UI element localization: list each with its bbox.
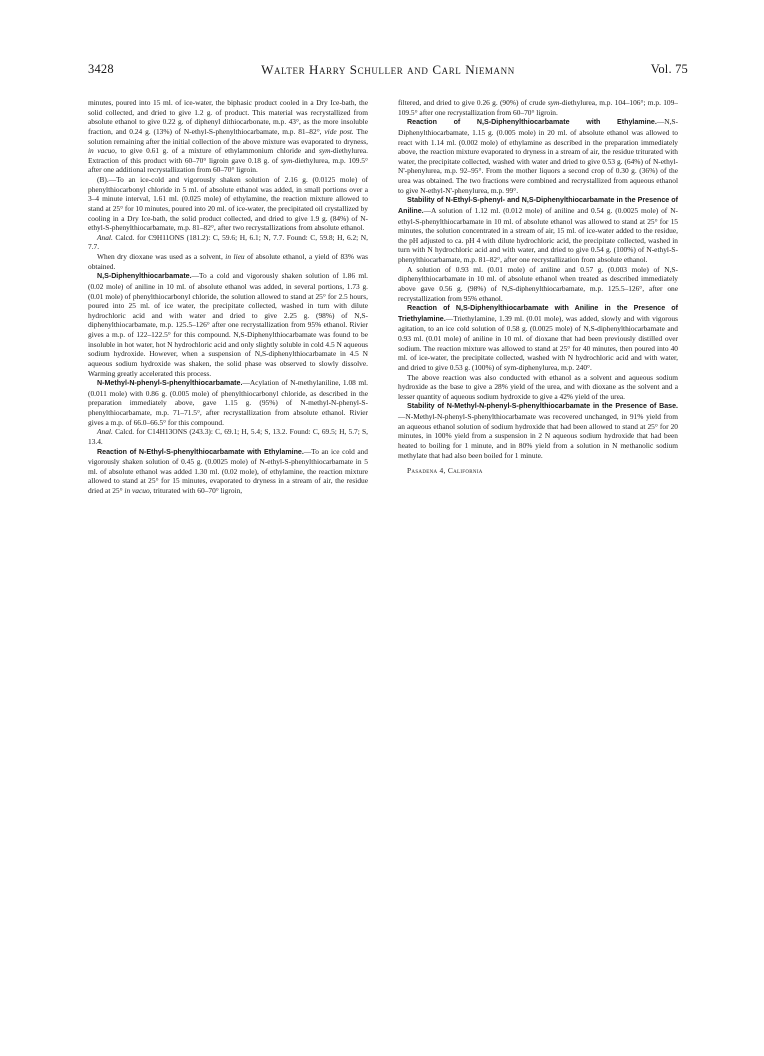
section-heading: Reaction of N-Ethyl-S-phenylthiocarbamate with Ethylamine. bbox=[97, 447, 304, 456]
section-heading: N-Methyl-N-phenyl-S-phenylthiocarbamate. bbox=[97, 379, 243, 388]
left-column bbox=[88, 98, 368, 496]
right-column bbox=[398, 98, 678, 476]
running-header bbox=[88, 62, 688, 78]
author-location: Pasadena 4, California bbox=[407, 466, 483, 476]
paragraph: When dry dioxane was used as a solvent, in lieu of absolute ethanol, a yield of 83% was obtained. bbox=[88, 252, 368, 271]
paragraph: filtered, and dried to give 0.26 g. (90%) of crude sym-diethylurea, m.p. 104–106°; m.p. 109–109.5° after one recrystallization from 60–70° ligroin. bbox=[398, 98, 678, 117]
section-paragraph: Reaction of N,S-Diphenylthiocarbamate with Ethylamine.—N,S-Diphenylthiocarbamate, 1.15 g. (0.005 mole) in 20 ml. of absolute ethanol was allowed to react with 1.14 ml. (0.002 mole) of ethylamine as described in the preparation immediately above, the reaction mixture evaporated to dryness in a stream of air, the residue triturated with water, the precipitate collected, washed with water and dried to give 0.53 g. (64%) of N-ethyl-N'-phenylurea, m.p. 92–95°. From the mother liquors a second crop of 0.30 g. (36%) of the urea was obtained. The two fractions were combined and recrystallized from aqueous ethanol to give N-ethyl-N'-phenylurea, m.p. 99°. bbox=[398, 117, 678, 195]
section-heading: Stability of N-Ethyl-S-phenyl- and N,S-Diphenylthiocarbamate in the Presence of Aniline. bbox=[398, 196, 678, 215]
paragraph: (B).—To an ice-cold and vigorously shaken solution of 2.16 g. (0.0125 mole) of phenylthiocarbonyl chloride in 5 ml. of absolute ethanol was added, in small portions over a 3–4 minute interval, 1.61 ml. (0.025 mole) of ethylamine, the reaction mixture allowed to stand at 25° for 10 minutes, poured into 20 ml. of ice-water, the precipitated oil crystallized by cooling in a Dry Ice-bath, the solid product collected, and dried to give 1.9 g. (84%) of N-ethyl-S-phenylthiocarbamate, m.p. 81–82°, after two recrystallizations from absolute ethanol. bbox=[88, 175, 368, 233]
section-paragraph: N,S-Diphenylthiocarbamate.—To a cold and vigorously shaken solution of 1.86 ml. (0.02 mole) of aniline in 10 ml. of absolute ethanol was added, in several portions, 1.73 g. (0.01 mole) of phenylthiocarbonyl chloride, the solution allowed to stand at 25° for 2.5 hours, poured into 25 ml. of ice water, the precipitate collected, washed in turn with dilute hydrochloric acid and with water and dried to give 2.25 g. (98%) of N,S-diphenylthiocarbamate, m.p. 125.5–126° after one recrystallization from 95% ethanol. Rivier gives a m.p. of 122–122.5° for this compound. N,S-Diphenylthiocarbamate was found to be insoluble in hot water, hot N hydrochloric acid and only slightly soluble in cold 4.5 N aqueous sodium hydroxide. However, when a suspension of N,S-diphenylthiocarbamate in 4.5 N aqueous sodium hydroxide was shaken, the solid phase was observed to slowly dissolve. Warming greatly accelerated this process. bbox=[88, 271, 368, 378]
section-paragraph: Reaction of N-Ethyl-S-phenylthiocarbamate with Ethylamine.—To an ice cold and vigorously shaken solution of 0.45 g. (0.0025 mole) of N-ethyl-S-phenylthiocarbamate in 5 ml. of absolute ethanol was added 1.30 ml. (0.02 mole), of ethylamine, the reaction mixture allowed to stand at 25° for 15 minutes, evaporated to dryness in a stream of air, the residue dried at 25° in vacuo, triturated with 60–70° ligroin, bbox=[88, 446, 368, 495]
volume-label: Vol. 75 bbox=[650, 62, 688, 76]
page-number: 3428 bbox=[88, 62, 114, 76]
section-paragraph: Reaction of N,S-Diphenylthiocarbamate with Aniline in the Presence of Triethylamine.—Triethylamine, 1.39 ml. (0.01 mole), was added, slowly and with vigorous agitation, to an ice cold solution of 0.58 g. (0.0025 mole) of N,S-diphenylthiocarbamate and 0.93 ml. (0.01 mole) of aniline in 10 ml. of dioxane that had been previously distilled over sodium. The reaction mixture was allowed to stand at 25° for 40 minutes, then poured into 40 ml. of ice-water, the precipitate collected, washed with N hydrochloric acid and with water, and dried to give 0.53 g. (100%) of sym-diphenylurea, m.p. 240°. bbox=[398, 304, 678, 372]
section-paragraph: N-Methyl-N-phenyl-S-phenylthiocarbamate.—Acylation of N-methylaniline, 1.08 ml. (0.011 mole) with 0.86 g. (0.005 mole) of phenylthiocarbonyl chloride, as described in the preparation immediately above, gave 1.15 g. (95%) of N-methyl-N-phenyl-S-phenylthiocarbamate, m.p. 71–71.5°, after recrystallization from absolute ethanol. Rivier gives a m.p. of 66.0–66.5° for this compound. bbox=[88, 378, 368, 427]
paragraph: minutes, poured into 15 ml. of ice-water, the biphasic product cooled in a Dry Ice-bath, the solid collected, and dried to give 1.2 g. of product. This material was recrystallized from absolute ethanol to give 0.22 g. of diphenyl dithiocarbonate, m.p. 43°, as the more insoluble fraction, and 0.24 g. (13%) of N-ethyl-S-phenylthiocarbamate, m.p. 81–82°, vide post. The solution remaining after the initial collection of the above mixture was evaporated to dryness, in vacuo, to give 0.61 g. of a mixture of ethylammonium chloride and sym-diethylurea. Extraction of this product with 60–70° ligroin gave 0.18 g. of sym-diethylurea, m.p. 109.5° after one additional recrystallization from 60–70° ligroin. bbox=[88, 98, 368, 175]
section-heading: Reaction of N,S-Diphenylthiocarbamate with Aniline in the Presence of Triethylamine. bbox=[398, 304, 678, 323]
section-paragraph: Stability of N-Ethyl-S-phenyl- and N,S-Diphenylthiocarbamate in the Presence of Aniline.—A solution of 1.12 ml. (0.012 mole) of aniline and 0.54 g. (0.0025 mole) of N-ethyl-S-phenylthiocarbamate in 10 ml. of absolute ethanol was allowed to stand at 25° for 15 minutes, the solution concentrated in a stream of air, 15 ml. of ice-water added to the residue, the pH adjusted to ca. pH 4 with dilute hydrochloric acid, the precipitate collected, washed in turn with N hydrochloric acid and with water, and dried to give 0.54 g. (100%) of N-ethyl-S-phenylthiocarbamate, m.p. 81–82°, after one recrystallization from absolute ethanol. bbox=[398, 196, 678, 264]
paragraph: A solution of 0.93 ml. (0.01 mole) of aniline and 0.57 g. (0.003 mole) of N,S-diphenylthiocarbamate in 10 ml. of absolute ethanol when treated as described immediately above gave 0.56 g. (98%) of N,S-diphenylthiocarbamate, m.p. 125.5–126°, after one recrystallization from 95% ethanol. bbox=[398, 264, 678, 303]
analysis-line: Anal. Calcd. for C14H13ONS (243.3): C, 69.1; H, 5.4; S, 13.2. Found: C, 69.5; H, 5.7; S, 13.4. bbox=[88, 427, 368, 446]
analysis-line: Anal. Calcd. for C9H11ONS (181.2): C, 59.6; H, 6.1; N, 7.7. Found: C, 59.8; H, 6.2; N, 7.7. bbox=[88, 232, 368, 252]
section-heading: N,S-Diphenylthiocarbamate. bbox=[97, 272, 192, 281]
section-heading: Reaction of N,S-Diphenylthiocarbamate with Ethylamine. bbox=[407, 118, 657, 127]
paragraph: The above reaction was also conducted with ethanol as a solvent and aqueous sodium hydroxide as the base to give a 28% yield of the urea, and with dioxane as the solvent and a lesser quantity of aqueous sodium hydroxide to give a 42% yield of the urea. bbox=[398, 372, 678, 401]
running-title: Walter Harry Schuller and Carl Niemann bbox=[261, 62, 515, 77]
section-heading: Stability of N-Methyl-N-phenyl-S-phenylthiocarbamate in the Presence of Base. bbox=[407, 402, 678, 411]
section-paragraph: Stability of N-Methyl-N-phenyl-S-phenylthiocarbamate in the Presence of Base.—N-Methyl-N-phenyl-S-phenylthiocarbamate was recovered unchanged, in 91% yield from an aqueous ethanol solution of sodium hydroxide that had been allowed to stand at 25° for 20 minutes, in 100% yield from a suspension in 2 N aqueous sodium hydroxide that had been heated to boiling for 1 minute, and in 80% yield from a solution in N methanolic sodium methylate that had also been boiled for 1 minute. bbox=[398, 402, 678, 460]
